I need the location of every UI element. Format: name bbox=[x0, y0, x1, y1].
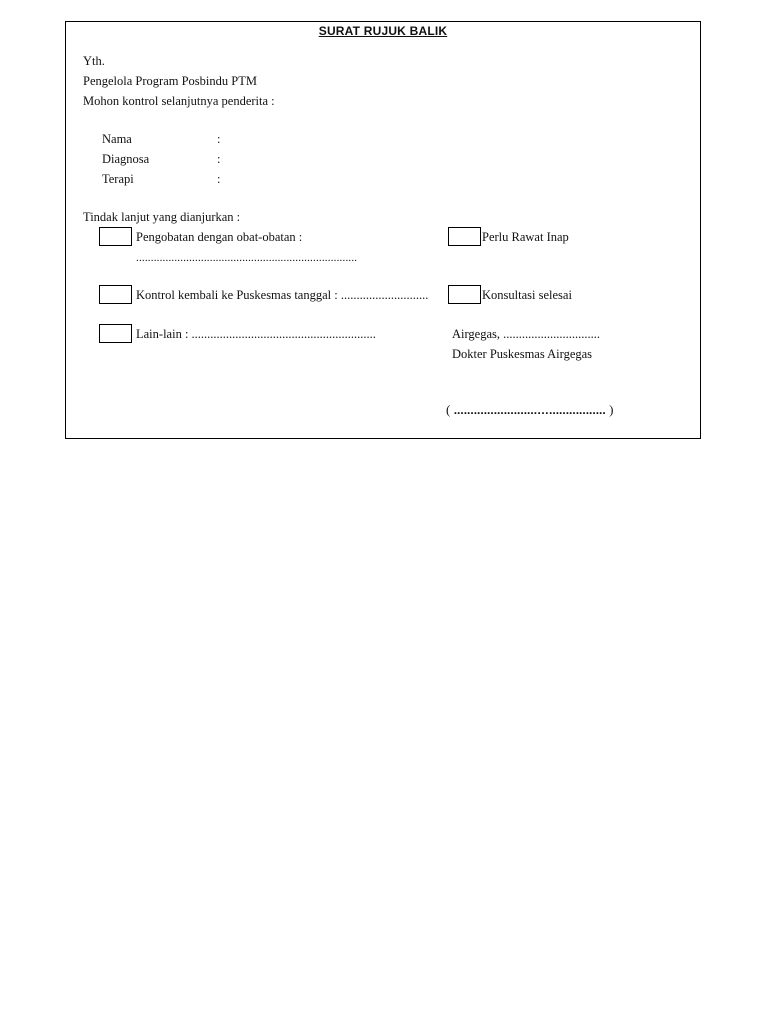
doctor-role: Dokter Puskesmas Airgegas bbox=[452, 347, 593, 361]
request-text: Mohon kontrol selanjutnya penderita : bbox=[83, 94, 275, 108]
inpatient-label: Perlu Rawat Inap bbox=[482, 230, 569, 244]
signature-open-paren: ( bbox=[446, 402, 451, 417]
control-checkbox[interactable] bbox=[99, 285, 132, 304]
other-checkbox[interactable] bbox=[99, 324, 132, 343]
signature-line bbox=[446, 402, 613, 418]
signature-close-paren: ) bbox=[609, 402, 614, 417]
recipient: Pengelola Program Posbindu PTM bbox=[83, 74, 257, 88]
control-label: Kontrol kembali ke Puskesmas tanggal : ............................ bbox=[136, 288, 429, 302]
field-label-terapi: Terapi bbox=[102, 172, 134, 186]
salutation: Yth. bbox=[83, 54, 105, 68]
medication-dots: ........................................................................... bbox=[136, 252, 358, 264]
field-separator-diagnosa: : bbox=[217, 152, 221, 166]
form-title: SURAT RUJUK BALIK bbox=[318, 24, 448, 38]
consult-done-checkbox[interactable] bbox=[448, 285, 481, 304]
medication-checkbox[interactable] bbox=[99, 227, 132, 246]
medication-label: Pengobatan dengan obat-obatan : bbox=[136, 230, 303, 244]
consult-done-label: Konsultasi selesai bbox=[482, 288, 572, 302]
field-separator-terapi: : bbox=[217, 172, 221, 186]
referral-form bbox=[65, 21, 701, 439]
field-separator-nama: : bbox=[217, 132, 221, 146]
inpatient-checkbox[interactable] bbox=[448, 227, 481, 246]
place-date: Airgegas, ............................... bbox=[452, 327, 601, 341]
signature-dots: .........................…................. bbox=[453, 403, 606, 417]
field-label-diagnosa: Diagnosa bbox=[102, 152, 150, 166]
followup-heading: Tindak lanjut yang dianjurkan : bbox=[83, 210, 241, 224]
other-label: Lain-lain : ........................................................... bbox=[136, 327, 376, 341]
field-label-nama: Nama bbox=[102, 132, 132, 146]
